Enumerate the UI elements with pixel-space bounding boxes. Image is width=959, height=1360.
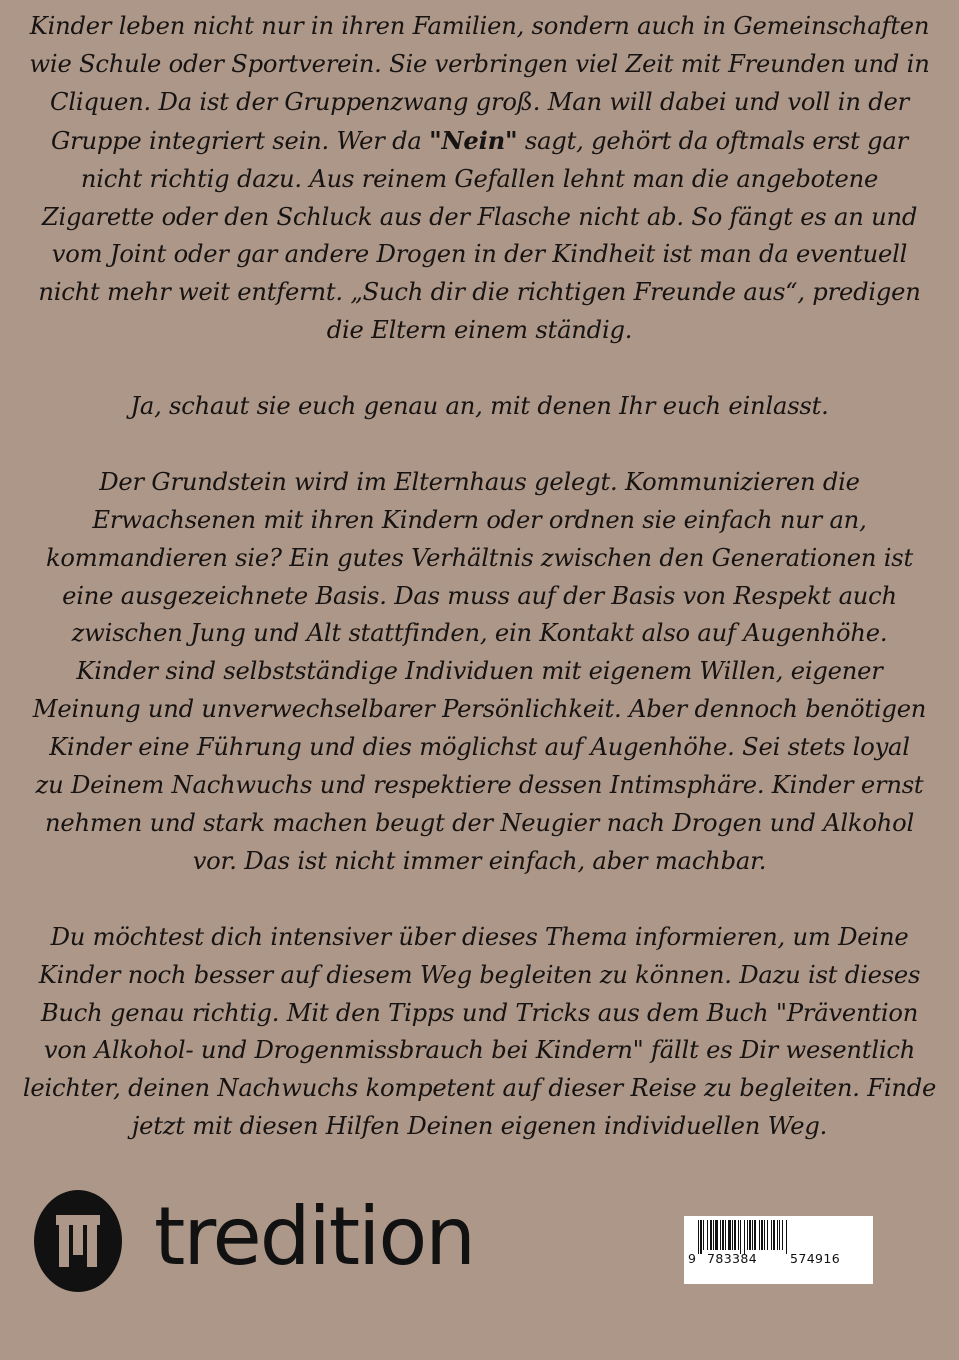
barcode-bar [732,1220,733,1250]
text-line: nicht mehr weit entfernt. „Such dir die richtigen Freunde aus“, predigen [38,278,921,307]
paragraph-spacer [0,426,959,464]
barcode-bar [738,1220,739,1250]
text-line: eine ausgezeichnete Basis. Das muss auf der Basis von Respekt auch [62,581,897,610]
text-line: vor. Das ist nicht immer einfach, aber machbar. [192,846,767,875]
text-line: wie Schule oder Sportverein. Sie verbringen viel Zeit mit Freunden und in [29,49,930,78]
barcode-bar [707,1220,708,1250]
barcode-bar [720,1220,721,1250]
barcode-bar [752,1220,753,1250]
paragraph-2 [0,388,959,426]
paragraph-spacer [0,881,959,919]
text-line: Cliquen. Da ist der Gruppenzwang groß. Man will dabei und voll in der [50,87,909,116]
barcode-bar [771,1220,772,1250]
text-fragment: Gruppe integriert sein. Wer da [51,126,430,155]
barcode-bar [786,1220,787,1254]
barcode-bar [764,1220,765,1250]
paragraph-spacer [0,350,959,388]
barcode-bar [725,1220,726,1250]
barcode-bar [715,1220,718,1250]
barcode-bar [700,1220,702,1254]
text-line: die Eltern einem ständig. [326,316,633,345]
text-line: Kinder leben nicht nur in ihren Familien, sondern auch in Gemeinschaften [29,12,930,40]
barcode-digits-right: 574916 [790,1251,841,1266]
emphasis-nein: "Nein" [429,125,518,155]
barcode-digit-first: 9 [688,1251,697,1266]
barcode-bar [703,1220,704,1250]
text-line: leichter, deinen Nachwuchs kompetent auf dieser Reise zu begleiten. Finde [22,1074,937,1103]
barcode-bar [728,1220,731,1250]
text-line: nehmen und stark machen beugt der Neugier nach Drogen und Alkohol [44,809,914,837]
publisher-name: tredition [154,1190,474,1283]
text-line: nicht richtig dazu. Aus reinem Gefallen lehnt man die angebotene [80,164,879,193]
barcode-bar [698,1220,699,1254]
barcode-bar [759,1220,760,1250]
publisher-logo [34,1189,474,1293]
text-line: kommandieren sie? Ein gutes Verhältnis zwischen den Generationen ist [45,543,914,572]
text-line: Meinung und unverwechselbarer Persönlichkeit. Aber dennoch benötigen [32,695,927,724]
text-line: zwischen Jung und Alt stattfinden, ein Kontakt also auf Augenhöhe. [71,619,888,648]
barcode-bar [734,1220,736,1250]
paragraph-3 [0,464,959,881]
barcode-bar [761,1220,763,1250]
text-line: Kinder eine Führung und dies möglichst auf Augenhöhe. Sei stets loyal [49,733,910,762]
paragraph-1 [0,8,959,350]
text-line: von Alkohol- und Drogenmissbrauch bei Kindern" fällt es Dir wesentlich [43,1036,916,1065]
back-cover-text [0,8,959,1146]
text-line: Kinder sind selbstständige Individuen mit eigenem Willen, eigener [76,657,883,686]
text-fragment: sagt, gehört da oftmals erst gar [517,126,908,155]
text-line: zu Deinem Nachwuchs und respektiere dessen Intimsphäre. Kinder ernst [35,771,924,800]
text-line: Zigarette oder den Schluck aus der Flasche nicht ab. So fängt es an und [41,202,918,231]
barcode-bar [782,1220,783,1250]
barcode-bar [710,1220,712,1250]
text-line: Kinder noch besser auf diesem Weg begleiten zu können. Dazu ist dieses [38,960,921,989]
text-line: Du möchtest dich intensiver über dieses Thema informieren, um Deine [50,922,909,951]
text-line: jetzt mit diesen Hilfen Deinen eigenen individuellen Weg. [131,1112,828,1141]
barcode-digits-left: 783384 [707,1251,758,1266]
barcode-bar [754,1220,756,1250]
text-line: Buch genau richtig. Mit den Tipps und Tricks aus dem Buch "Prävention [40,998,919,1027]
barcode-bar [722,1220,724,1250]
text-line: Der Grundstein wird im Elternhaus gelegt. Kommunizieren die [99,467,860,496]
barcode-bar [740,1220,741,1254]
isbn-barcode [684,1216,873,1284]
barcode-bar [773,1220,775,1250]
text-line: Ja, schaut sie euch genau an, mit denen Ihr euch einlasst. [130,392,829,421]
barcode-bar [744,1220,745,1254]
text-line: Erwachsenen mit ihren Kindern oder ordnen sie einfach nur an, [92,505,867,534]
text-line: vom Joint oder gar andere Drogen in der Kindheit ist man da eventuell [51,240,908,269]
paragraph-4 [0,919,959,1146]
barcode-bar [767,1220,768,1250]
barcode-bar [777,1220,778,1250]
barcode-bar [713,1220,714,1250]
barcode-bars [684,1216,873,1284]
barcode-bar [749,1220,751,1250]
barcode-bar [747,1220,748,1250]
tredition-logo-icon [34,1190,122,1292]
barcode-bar [779,1220,780,1250]
text-line [0,122,959,161]
